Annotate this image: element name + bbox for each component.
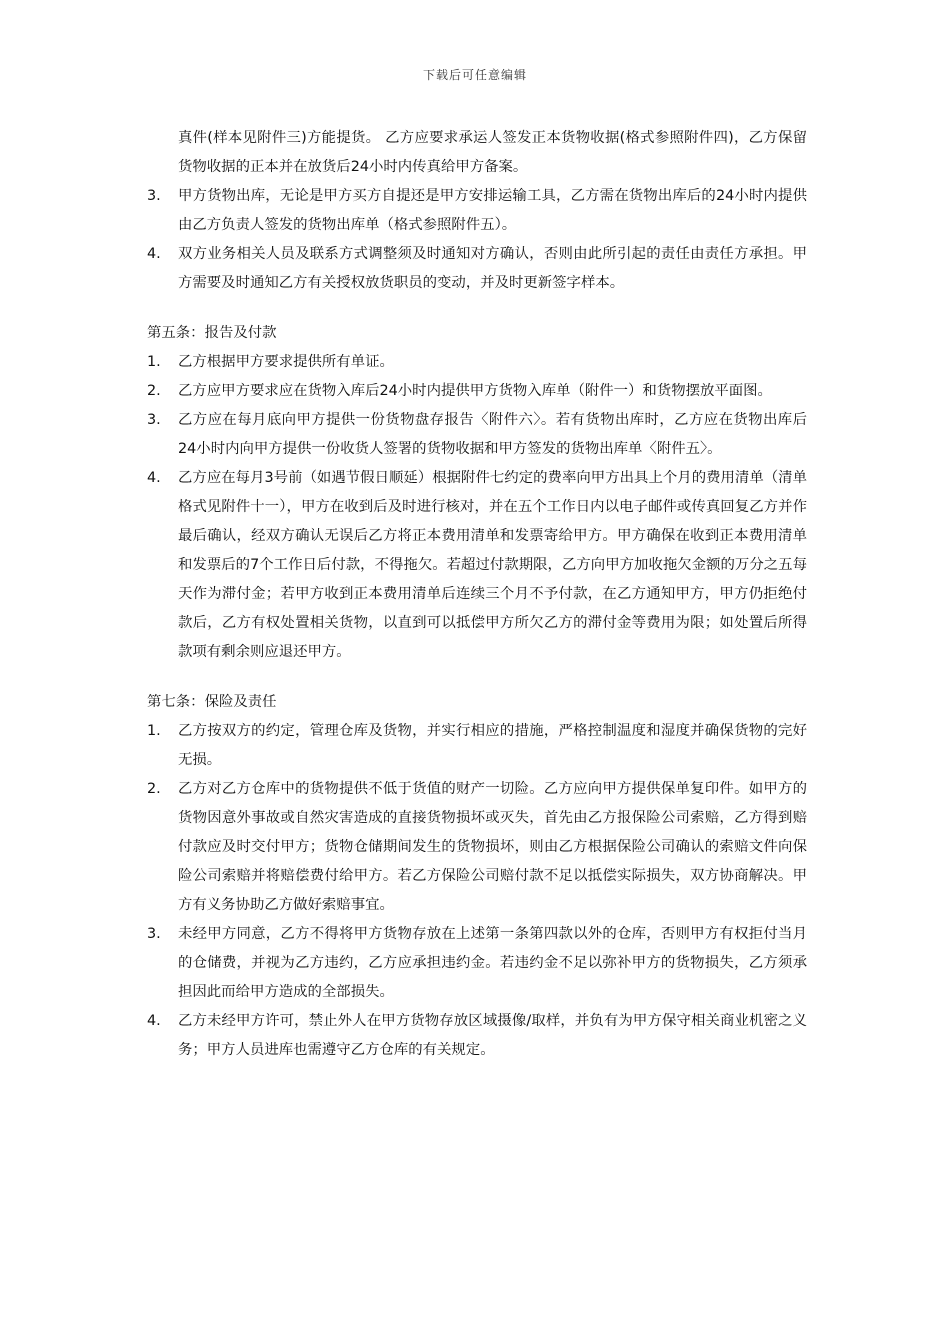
item-number: 3. (147, 412, 161, 428)
list-item (147, 348, 807, 377)
item-text: 乙方应甲方要求应在货物入库后24小时内提供甲方货物入库单（附件一）和货物摆放平面图。 (178, 383, 772, 399)
item-number: 2. (147, 781, 161, 797)
item-number: 4. (147, 1013, 161, 1029)
list-item (147, 377, 807, 406)
item-text: 未经甲方同意，乙方不得将甲方货物存放在上述第一条第四款以外的仓库，否则甲方有权拒付当月的仓储费，并视为乙方违约，乙方应承担违约金。若违约金不足以弥补甲方的货物损失，乙方须承担因此而给甲方造成的全部损失。 (178, 926, 807, 1000)
item-number: 2. (147, 383, 161, 399)
list-item (147, 182, 807, 240)
continuation-paragraph: 真件(样本见附件三)方能提货。 乙方应要求承运人签发正本货物收据(格式参照附件四)，乙方保留货物收据的正本并在放货后24小时内传真给甲方备案。 (178, 130, 807, 175)
page-header: 下载后可任意编辑 (422, 68, 527, 82)
document-body (147, 124, 807, 1065)
list-item (147, 775, 807, 920)
list-item (147, 464, 807, 667)
item-number: 3. (147, 188, 161, 204)
section-title-7: 第七条：保险及责任 (147, 694, 277, 710)
list-item (147, 920, 807, 1007)
list-item (147, 240, 807, 298)
list-item (147, 406, 807, 464)
item-text: 乙方未经甲方许可，禁止外人在甲方货物存放区域摄像/取样，并负有为甲方保守相关商业机密之义务；甲方人员进库也需遵守乙方仓库的有关规定。 (178, 1013, 807, 1058)
item-number: 1. (147, 354, 161, 370)
item-number: 4. (147, 246, 161, 262)
section-title-5: 第五条：报告及付款 (147, 325, 277, 341)
item-number: 3. (147, 926, 161, 942)
item-number: 4. (147, 470, 161, 486)
item-text: 双方业务相关人员及联系方式调整须及时通知对方确认，否则由此所引起的责任由责任方承担。甲方需要及时通知乙方有关授权放货职员的变动，并及时更新签字样本。 (178, 246, 807, 291)
item-text: 乙方对乙方仓库中的货物提供不低于货值的财产一切险。乙方应向甲方提供保单复印件。如甲方的货物因意外事故或自然灾害造成的直接货物损坏或灭失，首先由乙方报保险公司索赔，乙方得到赔付款应及时交付甲方；货物仓储期间发生的货物损坏，则由乙方根据保险公司确认的索赔文件向保险公司索赔并将赔偿费付给甲方。若乙方保险公司赔付款不足以抵偿实际损失，双方协商解决。甲方有义务协助乙方做好索赔事宜。 (178, 781, 807, 913)
list-item (147, 1007, 807, 1065)
item-number: 1. (147, 723, 161, 739)
list-item (147, 717, 807, 775)
item-text: 乙方应在每月底向甲方提供一份货物盘存报告〈附件六〉。若有货物出库时，乙方应在货物出库后24小时内向甲方提供一份收货人签署的货物收据和甲方签发的货物出库单〈附件五〉。 (178, 412, 807, 457)
item-text: 乙方按双方的约定，管理仓库及货物，并实行相应的措施，严格控制温度和湿度并确保货物的完好无损。 (178, 723, 807, 768)
item-text: 乙方应在每月3号前（如遇节假日顺延）根据附件七约定的费率向甲方出具上个月的费用清单（清单格式见附件十一），甲方在收到后及时进行核对，并在五个工作日内以电子邮件或传真回复乙方并作最后确认，经双方确认无误后乙方将正本费用清单和发票寄给甲方。甲方确保在收到正本费用清单和发票后的7个工作日后付款，不得拖欠。若超过付款期限，乙方向甲方加收拖欠金额的万分之五每天作为滞付金；若甲方收到正本费用清单后连续三个月不予付款，在乙方通知甲方，甲方仍拒绝付款后，乙方有权处置相关货物，以直到可以抵偿甲方所欠乙方的滞付金等费用为限；如处置后所得款项有剩余则应退还甲方。 (178, 470, 807, 660)
item-text: 甲方货物出库，无论是甲方买方自提还是甲方安排运输工具，乙方需在货物出库后的24小时内提供由乙方负责人签发的货物出库单（格式参照附件五）。 (178, 188, 807, 233)
item-text: 乙方根据甲方要求提供所有单证。 (178, 354, 394, 370)
